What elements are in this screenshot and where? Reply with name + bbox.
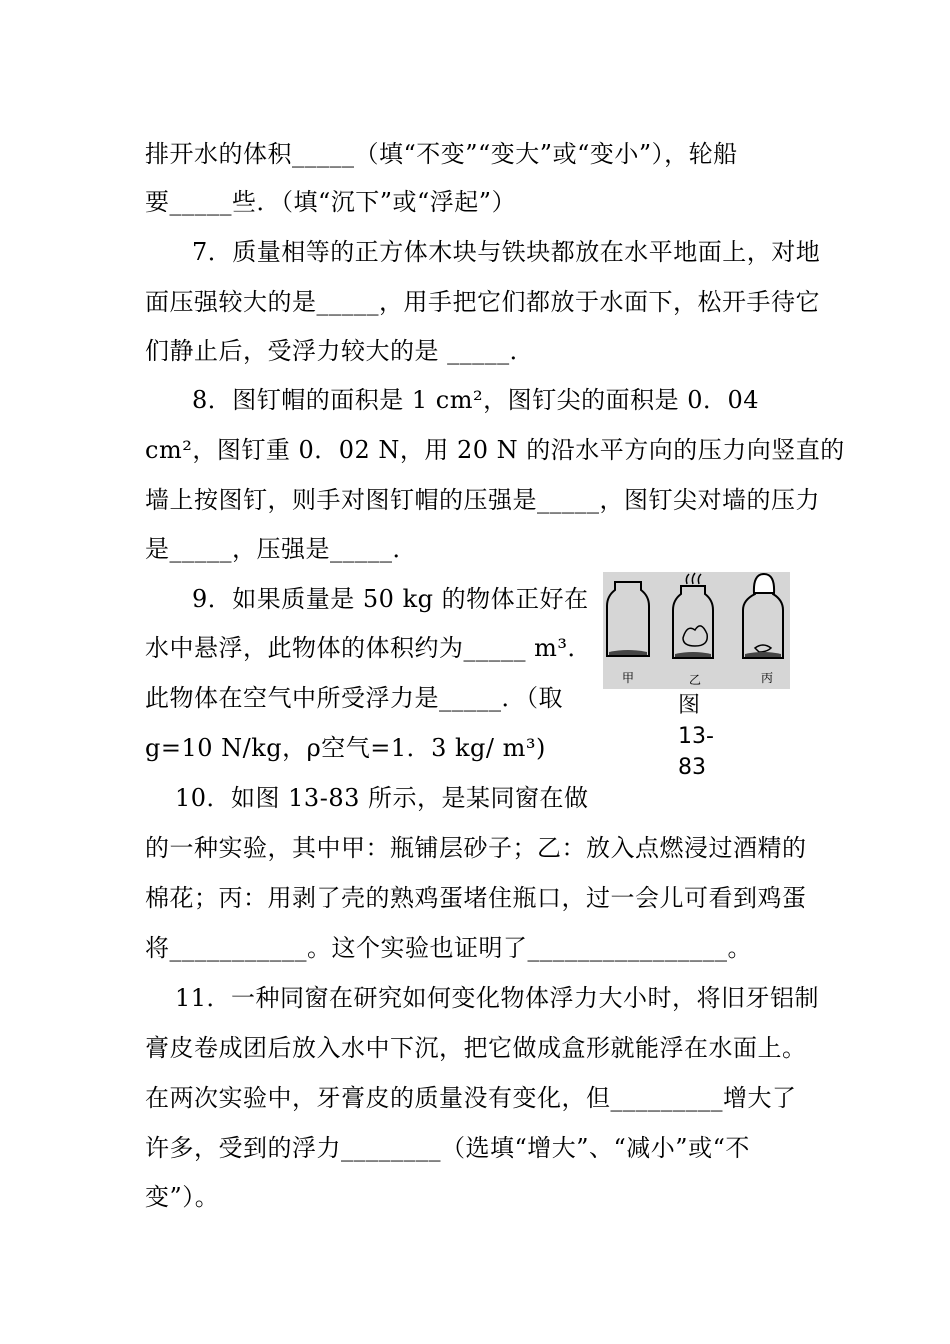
text-line: 此物体在空气中所受浮力是_____．（取 <box>145 684 563 712</box>
text-line: 面压强较大的是_____，用手把它们都放于水面下，松开手待它 <box>145 288 820 316</box>
label-yi: 乙 <box>689 673 702 687</box>
text-line: 的一种实验，其中甲：瓶铺层砂子；乙：放入点燃浸过酒精的 <box>145 834 807 862</box>
text-line: 11．一种同窗在研究如何变化物体浮力大小时，将旧牙铝制 <box>175 984 820 1012</box>
text-line: 10．如图 13-83 所示，是某同窗在做 <box>175 784 589 812</box>
jar-yi <box>673 586 713 658</box>
figure-caption: 图 13- 83 <box>678 693 714 780</box>
text-line: g=10 N/kg，ρ空气=1．3 kg/ m³) <box>145 734 546 762</box>
label-bing: 丙 <box>761 671 774 685</box>
label-jia: 甲 <box>622 671 635 685</box>
text-line: 8．图钉帽的面积是 1 cm²，图钉尖的面积是 0．04 <box>192 386 760 414</box>
text-line: 们静止后，受浮力较大的是 _____． <box>145 337 535 365</box>
text-line: 水中悬浮，此物体的体积约为_____ m³． <box>145 634 593 662</box>
text-line: 是_____，压强是_____． <box>145 535 417 563</box>
text-line: 许多，受到的浮力________（选填“增大”、“减小”或“不 <box>145 1134 750 1162</box>
text-line: 排开水的体积_____（填“不变”“变大”或“变小”），轮船 <box>145 140 738 168</box>
text-line: 墙上按图钉，则手对图钉帽的压强是_____，图钉尖对墙的压力 <box>145 486 820 514</box>
jar-jia <box>607 582 649 656</box>
text-line: 变”）。 <box>145 1183 220 1211</box>
text-line: 棉花；丙：用剥了壳的熟鸡蛋堵住瓶口，过一会儿可看到鸡蛋 <box>145 884 807 912</box>
text-line: 在两次实验中，牙膏皮的质量没有变化，但_________增大了 <box>145 1084 797 1112</box>
text-line: 将___________。这个实验也证明了________________。 <box>145 934 752 962</box>
text-line: cm²，图钉重 0．02 N，用 20 N 的沿水平方向的压力向竖直的 <box>145 436 845 464</box>
text-line: 要_____些．（填“沉下”或“浮起”） <box>145 188 517 216</box>
text-line: 7．质量相等的正方体木块与铁块都放在水平地面上，对地 <box>192 238 821 266</box>
experiment-figure <box>603 572 790 689</box>
text-line: 9．如果质量是 50 kg 的物体正好在 <box>192 585 589 613</box>
text-line: 膏皮卷成团后放入水中下沉，把它做成盒形就能浮在水面上。 <box>145 1034 807 1062</box>
